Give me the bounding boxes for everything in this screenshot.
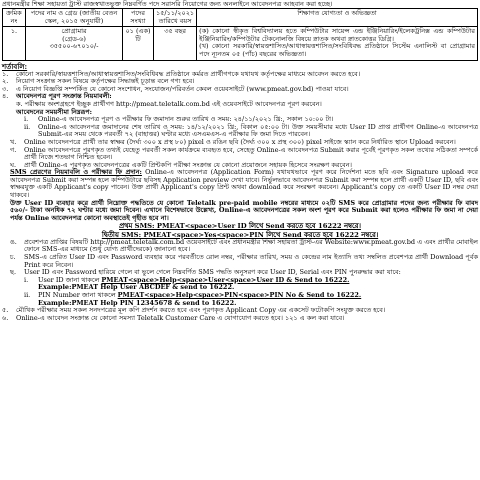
intro-line: প্রধানমন্ত্রীর শিক্ষা সহায়তা ট্রাস্ট রাজস্বখাতভুক্ত নিম্নবর্ণিত পদে সরাসরি নিয়োগের জন্য অনলাইনে আবেদনপত্র আহবান করা হচ্ছে। xyxy=(2,0,333,8)
recover-label: User ID জানা থাকলে xyxy=(38,275,100,284)
final-text: Online-এ আবেদন সংক্রান্ত যে কোনো সমস্যা Teletalk Customer Care এ যোগাযোগ করতে হবে। ১২১ এ কল করা যাবে। xyxy=(16,313,345,322)
row-name xyxy=(26,27,123,60)
header-age: ১৫/১১/২০২১ তারিখে বয়স xyxy=(154,9,197,27)
condition-text: আবেদনপত্র পূরণ সংক্রান্ত নিয়মাবলী: xyxy=(16,92,112,101)
admit-number: ঙ. xyxy=(10,237,17,246)
condition-number: ২. xyxy=(2,77,9,86)
rule-number: গ. xyxy=(10,145,17,154)
row-age: ৩৫ বছর xyxy=(154,27,197,60)
position-table xyxy=(2,8,478,61)
sms-first: প্রথম SMS: PMEAT<space>User ID লিখে Send করতে হবে 16222 নম্বরে। xyxy=(119,222,361,231)
condition-text: এ নিয়োগ বিজ্ঞপ্তি সম্পর্কিত যে কোনো সংশোধন, সংযোজন/পরিবর্তন কেবল ওয়েবসাইটে (www.pmeat.gov.bd) পাওয়া যাবে। xyxy=(16,84,349,93)
rule-text: Online আবেদনপত্রে প্রার্থী তার স্বাক্ষর (দৈর্ঘ্য ৩০০ x প্রস্থ ৮০) pixel ও রঙিন ছবি (দৈর্ঘ্য ৩০০ x প্রস্থ ৩০০) pixel সাইজে স্ক্যান করে নির্ধারিত স্থানে Upload করবেন। xyxy=(24,137,456,146)
condition-number: ৪. xyxy=(2,92,9,101)
header-count: পদের সংখ্যা xyxy=(123,9,154,27)
recover-label: PIN Number জানা থাকলে xyxy=(38,291,116,299)
recover-example: Example:PMEAT Help PIN 12345678 & send to 16222. xyxy=(38,298,237,307)
conditions-title: শর্তাবলি: xyxy=(2,61,28,71)
apply-time-item xyxy=(2,124,478,139)
apply-time-title: আবেদনের সময়সীমা নিম্নরূপ: xyxy=(16,107,93,116)
row-qualification xyxy=(197,27,478,60)
admit-text: SMS-এ প্রেরিত User ID এবং Password ব্যবহার করে পরবর্তীতে রোল নম্বর, পরীক্ষার তারিখ, সময় ও কেন্দ্রের নাম ইত্যাদি তথ্য সম্বলিত প্রবেশপত্র প্রার্থী Download পূর্বক Print করে নিবেন। xyxy=(24,253,478,269)
sms-para-2: উক্ত User ID ব্যবহার করে প্রার্থী নিম্নোক্ত পদ্ধতিতে যে কোনো Teletalk pre-paid mobile নম্বরের মাধ্যমে ০২টি SMS করে প্রোগ্রামার পদের জন্য পরীক্ষার ফি বাবদ ৫৬০/- টাকা অনধিক ৭২ ঘণ্টার মধ্যে জমা দিবেন। এখানে বিশেষভাবে উল্লেখ্য, Online-এ আবেদনপত্রের সকল অংশ পূরণ করে Submit করা হলেও পরীক্ষার ফি জমা না দেয়া পর্যন্ত Online আবেদনপত্র কোনো অবস্থাতেই গৃহীত হবে না। xyxy=(10,198,478,222)
condition-text: নিয়োগ সংক্রান্ত সকল বিষয়ে কর্তৃপক্ষের সিদ্ধান্তই চূড়ান্ত বলে গণ্য হবে। xyxy=(16,77,195,86)
admit-text: প্রবেশপত্র প্রাপ্তির বিষয়টি http://pmeat.teletalk.com.bd ওয়েবসাইটে এবং প্রধানমন্ত্রীর শিক্ষা সহায়তা ট্রাস্ট-এর Website:www.pmeat.gov.bd এ এবং প্রার্থীর মোবাইল ফোনে SMS-এর মাধ্যমে (শুধু যোগ্য প্রার্থীদেরকে) জানানো হবে। xyxy=(24,237,478,254)
post-name: প্রোগ্রামার xyxy=(61,27,87,36)
header-name: পদের নাম ও গ্রেড (জাতীয় বেতন স্কেল, ২০১৫ অনুযায়ী) xyxy=(26,9,123,27)
table-row xyxy=(3,27,478,60)
admit-item xyxy=(2,254,478,269)
recover-sms: PMEAT<space>Help<space>User<space>User ID & Send to 16222. xyxy=(101,275,350,284)
qualification-a: (ক) কোনো স্বীকৃত বিশ্ববিদ্যালয় হতে কম্পিউটার সায়েন্স এন্ড ইঞ্জিনিয়ারিং/ইলেকট্রনিক্স এন্ড কম্পিউটার ইঞ্জিনিয়ারিং/কম্পিউটার টেকনোলজি বিষয়ে স্নাতক অথবা স্নাতকোত্তর ডিগ্রি। xyxy=(199,27,475,43)
post-scale: ৩৫৫০০-৬৭০১০/- xyxy=(49,42,99,51)
sms-second: দ্বিতীয় SMS: PMEAT<space>Yes<space>PIN লিখে Send করতে হবে 16222 নম্বরে। xyxy=(101,230,379,239)
apply-time-text: Online-এ আবেদনপত্র পূরণ ও পরীক্ষার ফি জমাদান শুরুর তারিখ ও সময়: ২৪/১১/২০২১ খ্রি:, সকাল ১০:০০ টা। xyxy=(38,115,334,124)
rule-text: প্রার্থী Online-এ পূরণকৃত আবেদনপত্রের একটি প্রিন্টকপি পরীক্ষা সংক্রান্ত যে কোনো প্রয়োজনে সহায়ক হিসেবে সংরক্ষণ করবেন। xyxy=(24,160,352,169)
rule-number: ঘ. xyxy=(10,160,17,169)
header-qualification: শিক্ষাগত যোগ্যতা ও অভিজ্ঞতা xyxy=(197,9,478,27)
recover-text xyxy=(38,277,478,292)
qualification-b: (খ) কোনো সরকারি/স্বায়ত্তশাসিত/আধাস্বায়ত্তশাসিত/সংবিধিবদ্ধ প্রতিষ্ঠানে সিস্টেম এনালিস্ট বা প্রোগ্রামার পদে ন্যূনতম ০৫ (পাঁচ) বছরের অভিজ্ঞতা। xyxy=(199,42,475,58)
sms-title: SMS প্রেরণের নিয়মাবলি ও পরীক্ষার ফি প্রদান: xyxy=(10,168,142,177)
row-count: ০১ (এক) টি xyxy=(123,27,154,60)
post-grade: (গ্রেড-৬) xyxy=(62,34,86,43)
final-number: ৫. xyxy=(2,306,9,315)
admit-number: চ. xyxy=(10,253,16,262)
apply-time-number: ii. xyxy=(24,122,31,131)
condition-text: কোনো সরকারি/স্বায়ত্তশাসিত/আধাস্বায়ত্তশাসিত/সংবিধিবদ্ধ প্রতিষ্ঠানে কর্মরত প্রার্থীগণকে যথাযথ কর্তৃপক্ষের মাধ্যমে আবেদন করতে হবে। xyxy=(16,69,361,78)
rule-text: Online আবেদনপত্রে পূরণকৃত তথ্যই যেহেতু পরবর্তী সকল কার্যক্রমে ব্যবহৃত হবে, সেহেতু Online-এ আবেদনপত্র Submit করার পূর্বেই পূরণকৃত সকল তথ্যের সঠিকতা সম্পর্কে প্রার্থী নিজে শতভাগ নিশ্চিত হবেন। xyxy=(24,145,478,162)
apply-website-text: ক. পরীক্ষায় অংশগ্রহণে ইচ্ছুক প্রার্থীগণ http://pmeat.teletalk.com.bd এই ওয়েবসাইটে আবেদনপত্র পূরণ করবেন। xyxy=(16,99,322,108)
admit-item xyxy=(2,239,478,254)
recover-number: i. xyxy=(24,275,29,284)
final-item xyxy=(2,315,478,323)
admit-text: User ID এবং Password হারিয়ে গেলে বা ভুলে গেলে নিম্নবর্ণিত SMS পদ্ধতি অনুসরণ করে User ID, Serial এবং PIN পুনরুদ্ধার করা যাবে: xyxy=(24,268,401,277)
condition-number: ৩. xyxy=(2,84,9,93)
sms-section xyxy=(2,169,478,199)
row-sl: ১. xyxy=(3,27,26,60)
recover-number: ii. xyxy=(24,291,31,299)
recover-item xyxy=(2,292,478,307)
header-sl: ক্রমিক নং xyxy=(3,9,26,27)
rule-item xyxy=(2,147,478,162)
sms-para: Online-এ আবেদনপত্র (Application Form) যথাযথভাবে পূরণ করে নির্দেশনা মতে ছবি এবং Signature upload করে আবেদনপত্র Submit করা সম্পন্ন হলে কম্পিউটারে ছবিসহ Application preview দেখা যাবে। নির্ভুলভাবে আবেদনপত্র Submit করা সম্পন্ন হলে প্রার্থী একটি User ID, ছবি এবং স্বাক্ষরযুক্ত একটি Applicant's copy পাবেন। উক্ত প্রার্থী Applicant's copy প্রিন্ট অথবা download করে সংরক্ষণ করবেন। Applicant's copy তে একটি User ID নম্বর দেয়া থাকবে। xyxy=(10,168,478,200)
final-number: ৬. xyxy=(2,313,9,322)
admit-number: ছ. xyxy=(10,268,17,277)
apply-time-text: Online-এ আবেদনপত্র জমাদানের শেষ তারিখ ও সময়: ১৪/১২/২০২১ খ্রি:, বিকাল ০৫:০০ টা। উক্ত সময়সীমার মধ্যে User ID প্রাপ্ত প্রার্থীগণ Online-এ আবেদনপত্র Submit-এর সময় থেকে পরবর্তী ৭২ (বাহাত্তর) ঘণ্টার মধ্যে এসএমএস-এ পরীক্ষার ফি জমা দিতে পারবেন। xyxy=(38,122,478,139)
recover-item xyxy=(2,277,478,292)
recover-sms: PMEAT<space>Help<space>PIN<space>PIN No & Send to 16222. xyxy=(117,291,362,299)
rule-number: খ. xyxy=(10,137,17,146)
apply-time-number: i. xyxy=(24,115,29,124)
recover-text xyxy=(38,292,478,307)
recover-example: Example:PMEAT Help User ABCDEF & send to 16222. xyxy=(38,283,235,292)
table-header-row xyxy=(3,9,478,27)
condition-number: ১. xyxy=(2,69,9,78)
final-text: মৌখিক পরীক্ষার সময় সকল সনদপত্রের মূল কপি প্রদর্শন করতে হবে এবং পূরণকৃত Applicant Copy এর একসেট ফটোকপি সংযুক্ত করতে হবে। xyxy=(16,306,386,315)
